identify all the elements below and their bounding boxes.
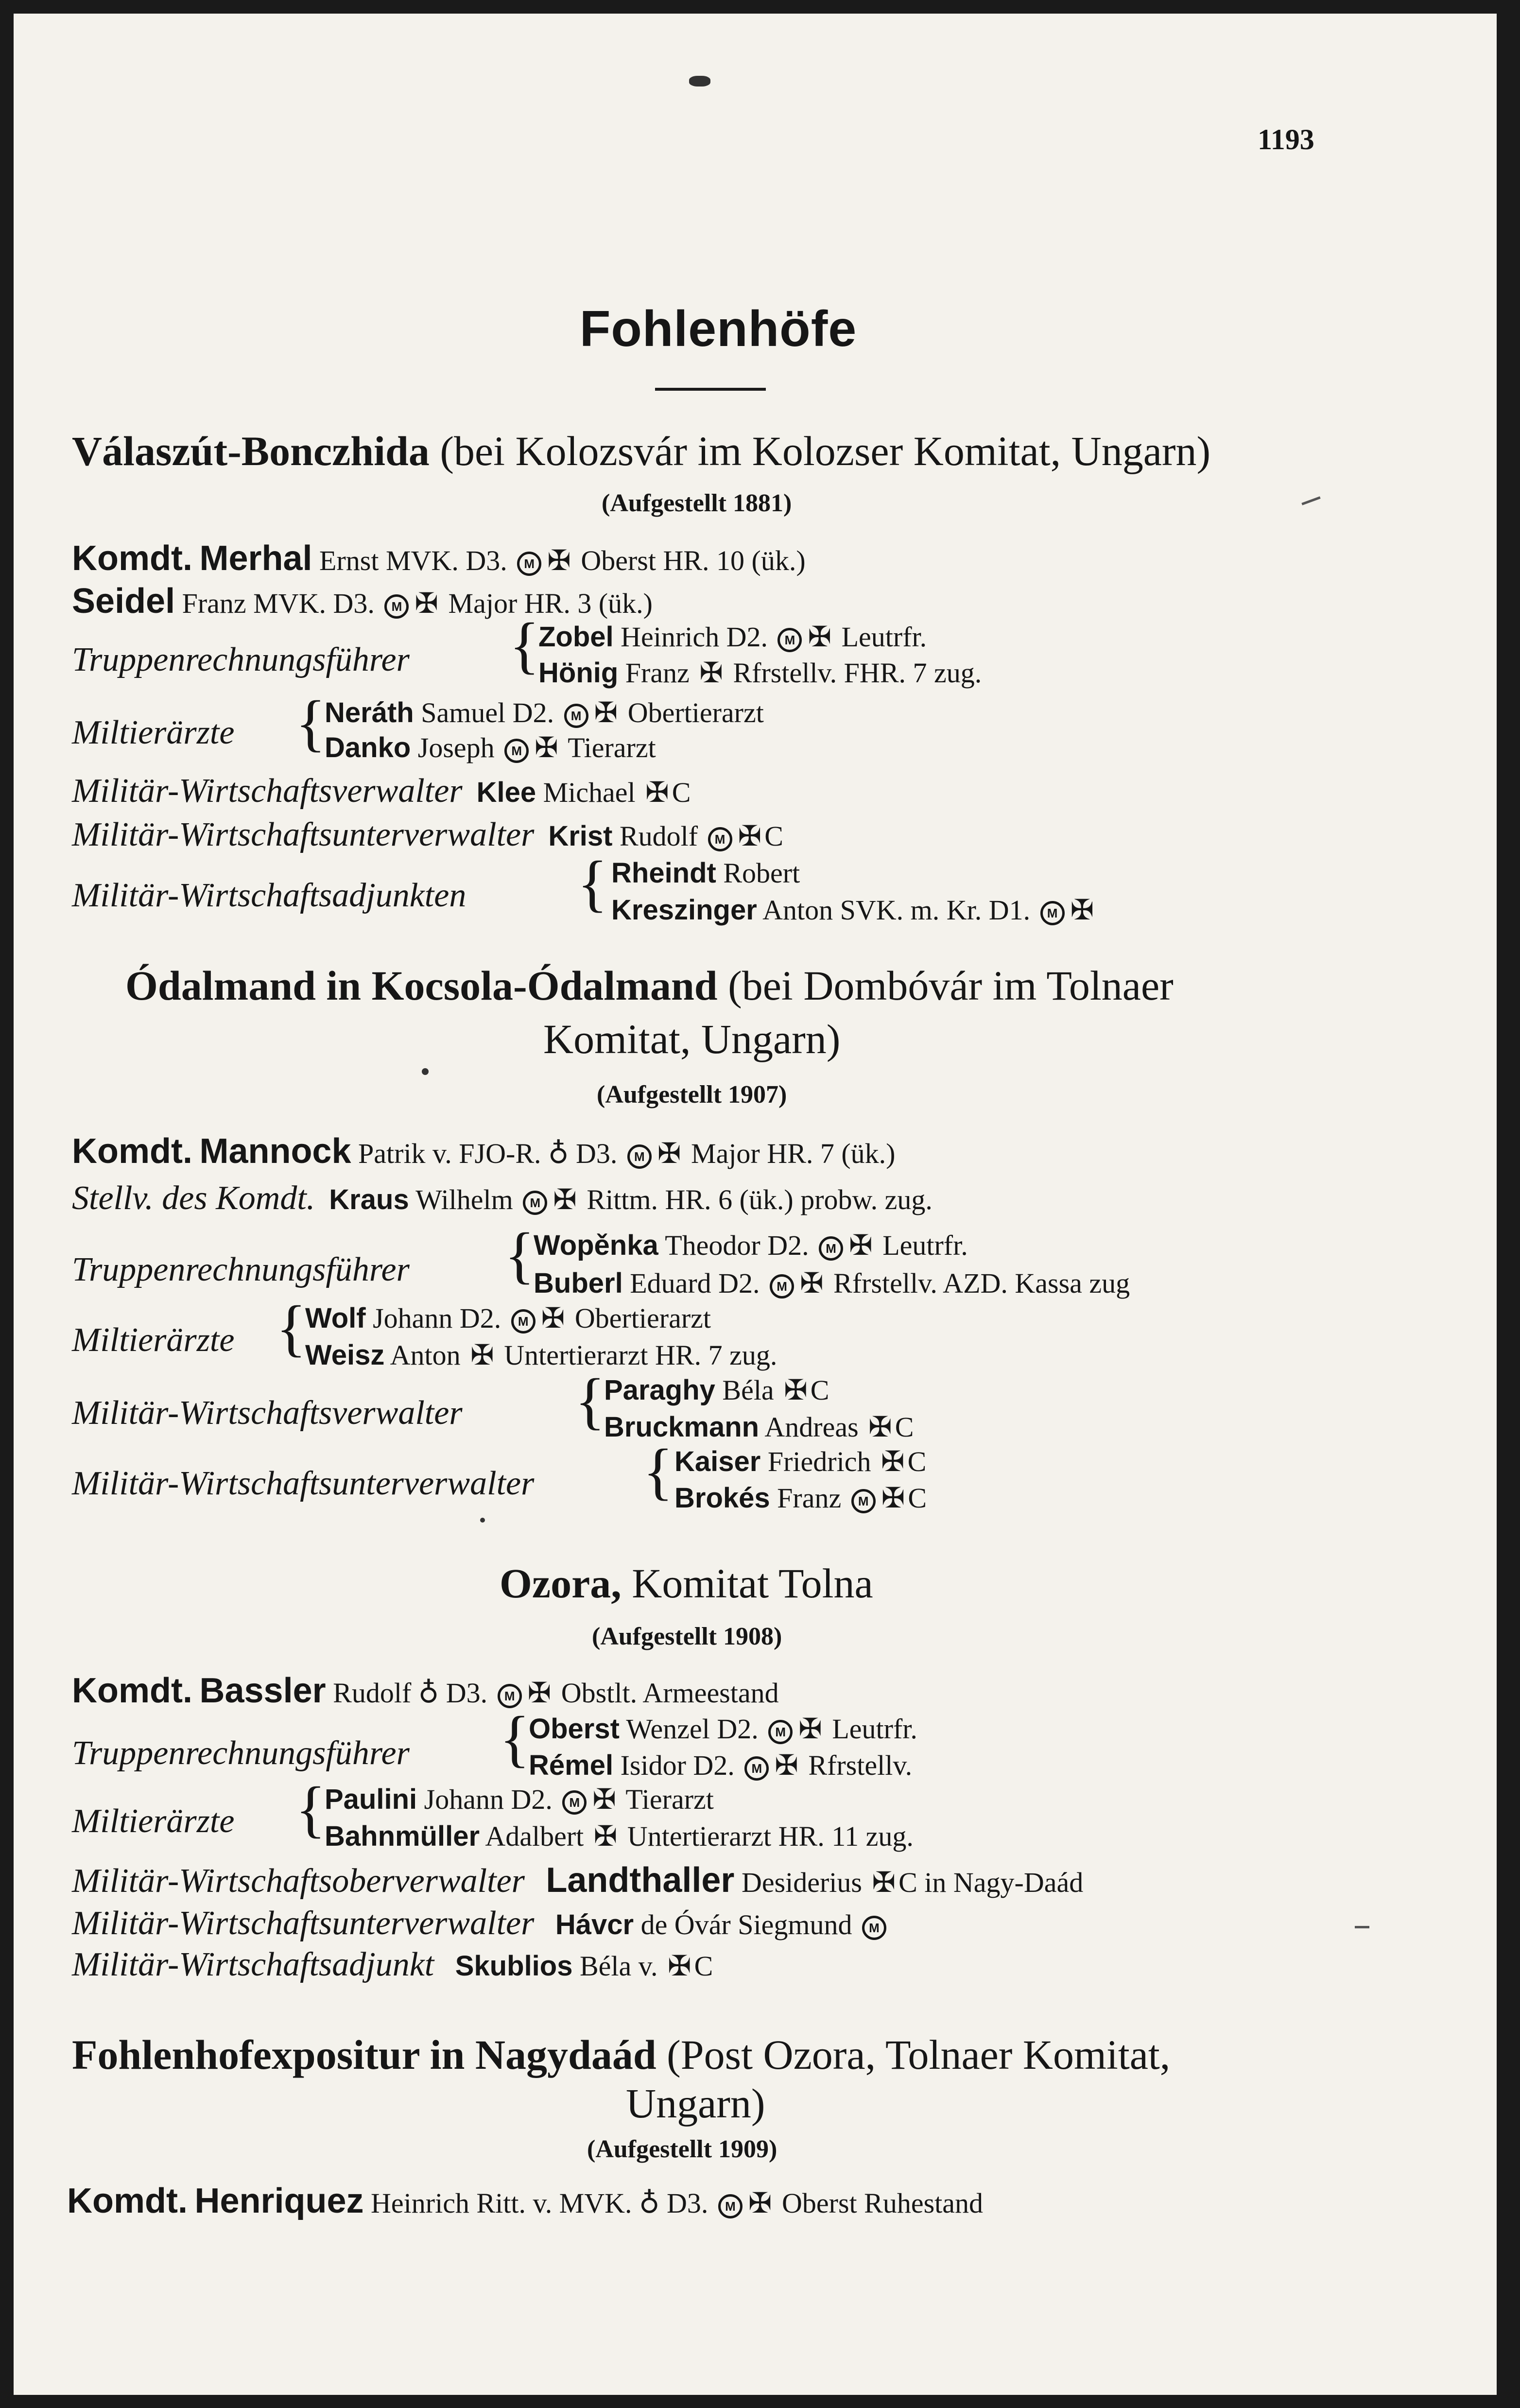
m-badge-icon: M bbox=[562, 1790, 587, 1815]
cross-medal-icon: ✠ bbox=[470, 1338, 494, 1371]
cross-medal-icon: ✠ bbox=[784, 1373, 808, 1406]
cross-medal-icon: ✠ bbox=[748, 2186, 772, 2219]
heading-rest: Komitat Tolna bbox=[632, 1560, 873, 1607]
margin-mark bbox=[1301, 496, 1320, 505]
person-name: Merhal bbox=[199, 539, 312, 578]
entry-rheindt: Rheindt Robert bbox=[611, 857, 800, 889]
m-badge-icon: M bbox=[511, 1309, 535, 1334]
cross-medal-icon: ✠ bbox=[699, 656, 723, 689]
section-heading-ozora bbox=[500, 1559, 873, 1608]
entry-hoenig: Hönig Franz ✠ Rfrstellv. FHR. 7 zug. bbox=[538, 656, 982, 689]
cross-medal-icon: ✠ bbox=[881, 1481, 905, 1514]
role-wirtschaftsadjunkten: Militär-Wirtschaftsadjunkten bbox=[72, 877, 466, 914]
entry-wolf: Wolf Johann D2. M ✠ Obertierarzt bbox=[305, 1301, 711, 1334]
heading-rest: (bei Kolozsvár im Kolozser Komitat, Ungarn) bbox=[440, 428, 1211, 474]
entry-buberl: Buberl Eduard D2. M ✠ Rfrstellv. AZD. Kassa zug bbox=[534, 1266, 1130, 1299]
entry-kreszinger: Kreszinger Anton SVK. m. Kr. D1. M ✠ bbox=[611, 893, 1094, 926]
m-badge-icon: M bbox=[768, 1720, 793, 1744]
entry-zobel: Zobel Heinrich D2. M ✠ Leutrfr. bbox=[538, 620, 927, 653]
established-note: (Aufgestellt 1907) bbox=[597, 1081, 787, 1109]
role-truppenrechnungsfuehrer: Truppenrechnungsführer bbox=[72, 1734, 410, 1772]
brace: { bbox=[295, 1774, 326, 1844]
cross-medal-icon: ✠ bbox=[594, 696, 618, 729]
heading-bold: Válaszút-Bonczhida bbox=[72, 428, 430, 474]
cross-medal-icon: ✠ bbox=[798, 1712, 822, 1745]
margin-mark bbox=[1355, 1926, 1369, 1928]
m-badge-icon: M bbox=[744, 1756, 769, 1781]
cross-medal-icon: ✠ bbox=[808, 620, 832, 653]
brace: { bbox=[295, 688, 326, 758]
cross-medal-icon: ✠ bbox=[849, 1229, 873, 1262]
cross-medal-icon: ✠ bbox=[657, 1137, 681, 1170]
m-badge-icon: M bbox=[851, 1489, 876, 1513]
cross-medal-icon: ✠ bbox=[645, 776, 669, 809]
section-heading-nagydaad bbox=[72, 2030, 1170, 2079]
entry-wirtschaftsverwalter: Militär-Wirtschaftsverwalter Klee Michael ✠ C bbox=[72, 772, 691, 810]
cross-medal-icon: ✠ bbox=[593, 1819, 618, 1853]
person-name: Bassler bbox=[199, 1671, 326, 1710]
established-note: (Aufgestellt 1881) bbox=[602, 489, 792, 517]
cross-medal-icon: ✠ bbox=[1070, 893, 1094, 926]
m-badge-icon: M bbox=[517, 552, 541, 576]
role-truppenrechnungsfuehrer: Truppenrechnungsführer bbox=[72, 1251, 410, 1288]
page-title: Fohlenhöfe bbox=[579, 301, 857, 357]
cross-medal-icon: ✠ bbox=[547, 544, 571, 577]
entry-komdt: Komdt. Henriquez Heinrich Ritt. v. MVK. ♁ D3. M ✠ Oberst Ruhestand bbox=[67, 2182, 984, 2220]
decoration-symbol-icon: ♁ bbox=[548, 1137, 569, 1170]
entry-komdt: Komdt. Merhal Ernst MVK. D3. M ✠ Oberst HR. 10 (ük.) bbox=[72, 539, 806, 578]
entry-bahnmueller: Bahnmüller Adalbert ✠ Untertierarzt HR. 11 zug. bbox=[325, 1819, 914, 1853]
entry-weisz: Weisz Anton ✠ Untertierarzt HR. 7 zug. bbox=[305, 1338, 777, 1371]
cross-medal-icon: ✠ bbox=[668, 1949, 691, 1982]
brace: { bbox=[643, 1437, 674, 1507]
role-miltieraerzte: Miltierärzte bbox=[72, 1321, 235, 1359]
cross-medal-icon: ✠ bbox=[553, 1183, 577, 1216]
m-badge-icon: M bbox=[498, 1684, 522, 1708]
m-badge-icon: M bbox=[777, 628, 802, 652]
m-badge-icon: M bbox=[564, 704, 588, 728]
entry-wirtschaftsadjunkt: Militär-Wirtschaftsadjunkt Skublios Béla v. ✠ C bbox=[72, 1946, 713, 1983]
m-badge-icon: M bbox=[384, 594, 409, 619]
cross-medal-icon: ✠ bbox=[527, 1676, 552, 1709]
entry-seidel: Seidel Franz MVK. D3. M ✠ Major HR. 3 (ük.) bbox=[72, 582, 653, 621]
decoration-symbol-icon: ♁ bbox=[639, 2186, 660, 2219]
m-badge-icon: M bbox=[718, 2194, 743, 2218]
cross-medal-icon: ✠ bbox=[868, 1410, 892, 1443]
entry-paulini: Paulini Johann D2. M ✠ Tierarzt bbox=[325, 1783, 714, 1816]
section-heading-line2: Komitat, Ungarn) bbox=[543, 1016, 841, 1062]
m-badge-icon: M bbox=[819, 1236, 843, 1261]
entry-danko: Danko Joseph M ✠ Tierarzt bbox=[325, 731, 656, 764]
brace: { bbox=[276, 1293, 307, 1363]
ink-blot bbox=[689, 76, 710, 87]
entry-stellvertreter: Stellv. des Komdt. Kraus Wilhelm M ✠ Rittm. HR. 6 (ük.) probw. zug. bbox=[72, 1179, 933, 1217]
established-note: (Aufgestellt 1909) bbox=[587, 2135, 777, 2163]
entry-komdt: Komdt. Bassler Rudolf ♁ D3. M ✠ Obstlt. Armeestand bbox=[72, 1671, 779, 1710]
m-badge-icon: M bbox=[627, 1144, 652, 1169]
cross-medal-icon: ✠ bbox=[775, 1749, 798, 1782]
entry-nerath: Neráth Samuel D2. M ✠ Obertierarzt bbox=[325, 696, 764, 729]
entry-wirtschaftsoberverwalter: Militär-Wirtschaftsoberverwalter Landthaller Desiderius ✠ C in Nagy-Daád bbox=[72, 1861, 1084, 1900]
title-rule bbox=[655, 388, 766, 391]
entry-paraghy: Paraghy Béla ✠ C bbox=[604, 1373, 829, 1406]
m-badge-icon: M bbox=[504, 739, 529, 763]
page bbox=[14, 14, 1497, 2395]
person-name: Henriquez bbox=[194, 2182, 364, 2220]
brace: { bbox=[577, 849, 608, 918]
speck bbox=[422, 1068, 429, 1075]
role-miltieraerzte: Miltierärzte bbox=[72, 714, 235, 751]
cross-medal-icon: ✠ bbox=[872, 1866, 896, 1899]
m-badge-icon: M bbox=[770, 1274, 794, 1299]
m-badge-icon: M bbox=[862, 1916, 886, 1940]
cross-medal-icon: ✠ bbox=[592, 1783, 616, 1816]
cross-medal-icon: ✠ bbox=[738, 819, 762, 852]
heading-rest: (Post Ozora, Tolnaer Komitat, bbox=[667, 2031, 1171, 2078]
role-miltieraerzte: Miltierärzte bbox=[72, 1802, 235, 1840]
section-heading-valaszut bbox=[72, 427, 1210, 475]
entry-wirtschaftsunterverwalter: Militär-Wirtschaftsunterverwalter Hávcr de Óvár Siegmund M bbox=[72, 1904, 889, 1943]
cross-medal-icon: ✠ bbox=[541, 1301, 565, 1334]
established-note: (Aufgestellt 1908) bbox=[592, 1623, 782, 1650]
entry-bruckmann: Bruckmann Andreas ✠ C bbox=[604, 1410, 914, 1443]
entry-komdt: Komdt. Mannock Patrik v. FJO-R. ♁ D3. M ✠ Major HR. 7 (ük.) bbox=[72, 1132, 896, 1171]
m-badge-icon: M bbox=[523, 1191, 547, 1215]
entry-brokes: Brokés Franz M ✠ C bbox=[674, 1481, 927, 1514]
brace: { bbox=[509, 610, 540, 680]
entry-wirtschaftsunterverwalter: Militär-Wirtschaftsunterverwalter Krist Rudolf M ✠ C bbox=[72, 816, 783, 853]
m-badge-icon: M bbox=[1040, 901, 1065, 925]
entry-wopenka: Wopěnka Theodor D2. M ✠ Leutrfr. bbox=[534, 1229, 968, 1262]
speck bbox=[480, 1518, 485, 1523]
cross-medal-icon: ✠ bbox=[535, 731, 558, 764]
person-name: Seidel bbox=[72, 582, 175, 621]
role-truppenrechnungsfuehrer: Truppenrechnungsführer bbox=[72, 641, 410, 678]
brace: { bbox=[575, 1366, 605, 1436]
heading-bold: Fohlenhofexpositur in Nagydaád bbox=[72, 2031, 656, 2078]
heading-rest: (bei Dombóvár im Tolnaer bbox=[728, 962, 1174, 1009]
role-wirtschaftsverwalter: Militär-Wirtschaftsverwalter bbox=[72, 1394, 463, 1432]
entry-remel: Rémel Isidor D2. M ✠ Rfrstellv. bbox=[529, 1749, 913, 1782]
person-name: Mannock bbox=[199, 1132, 351, 1171]
brace: { bbox=[500, 1704, 530, 1774]
page-number: 1193 bbox=[1258, 123, 1314, 156]
brace: { bbox=[504, 1220, 535, 1290]
m-badge-icon: M bbox=[708, 827, 732, 851]
entry-kaiser: Kaiser Friedrich ✠ C bbox=[674, 1445, 927, 1478]
cross-medal-icon: ✠ bbox=[881, 1445, 905, 1478]
heading-bold: Ozora, bbox=[500, 1560, 622, 1607]
entry-oberst: Oberst Wenzel D2. M ✠ Leutrfr. bbox=[529, 1712, 917, 1745]
cross-medal-icon: ✠ bbox=[415, 587, 439, 620]
section-heading-odalmand bbox=[125, 961, 1174, 1010]
decoration-symbol-icon: ♁ bbox=[418, 1676, 439, 1709]
cross-medal-icon: ✠ bbox=[800, 1266, 824, 1299]
heading-bold: Ódalmand in Kocsola-Ódalmand bbox=[125, 962, 718, 1009]
role-wirtschaftsunterverwalter: Militär-Wirtschaftsunterverwalter bbox=[72, 1465, 535, 1502]
section-heading-line2: Ungarn) bbox=[626, 2080, 765, 2127]
